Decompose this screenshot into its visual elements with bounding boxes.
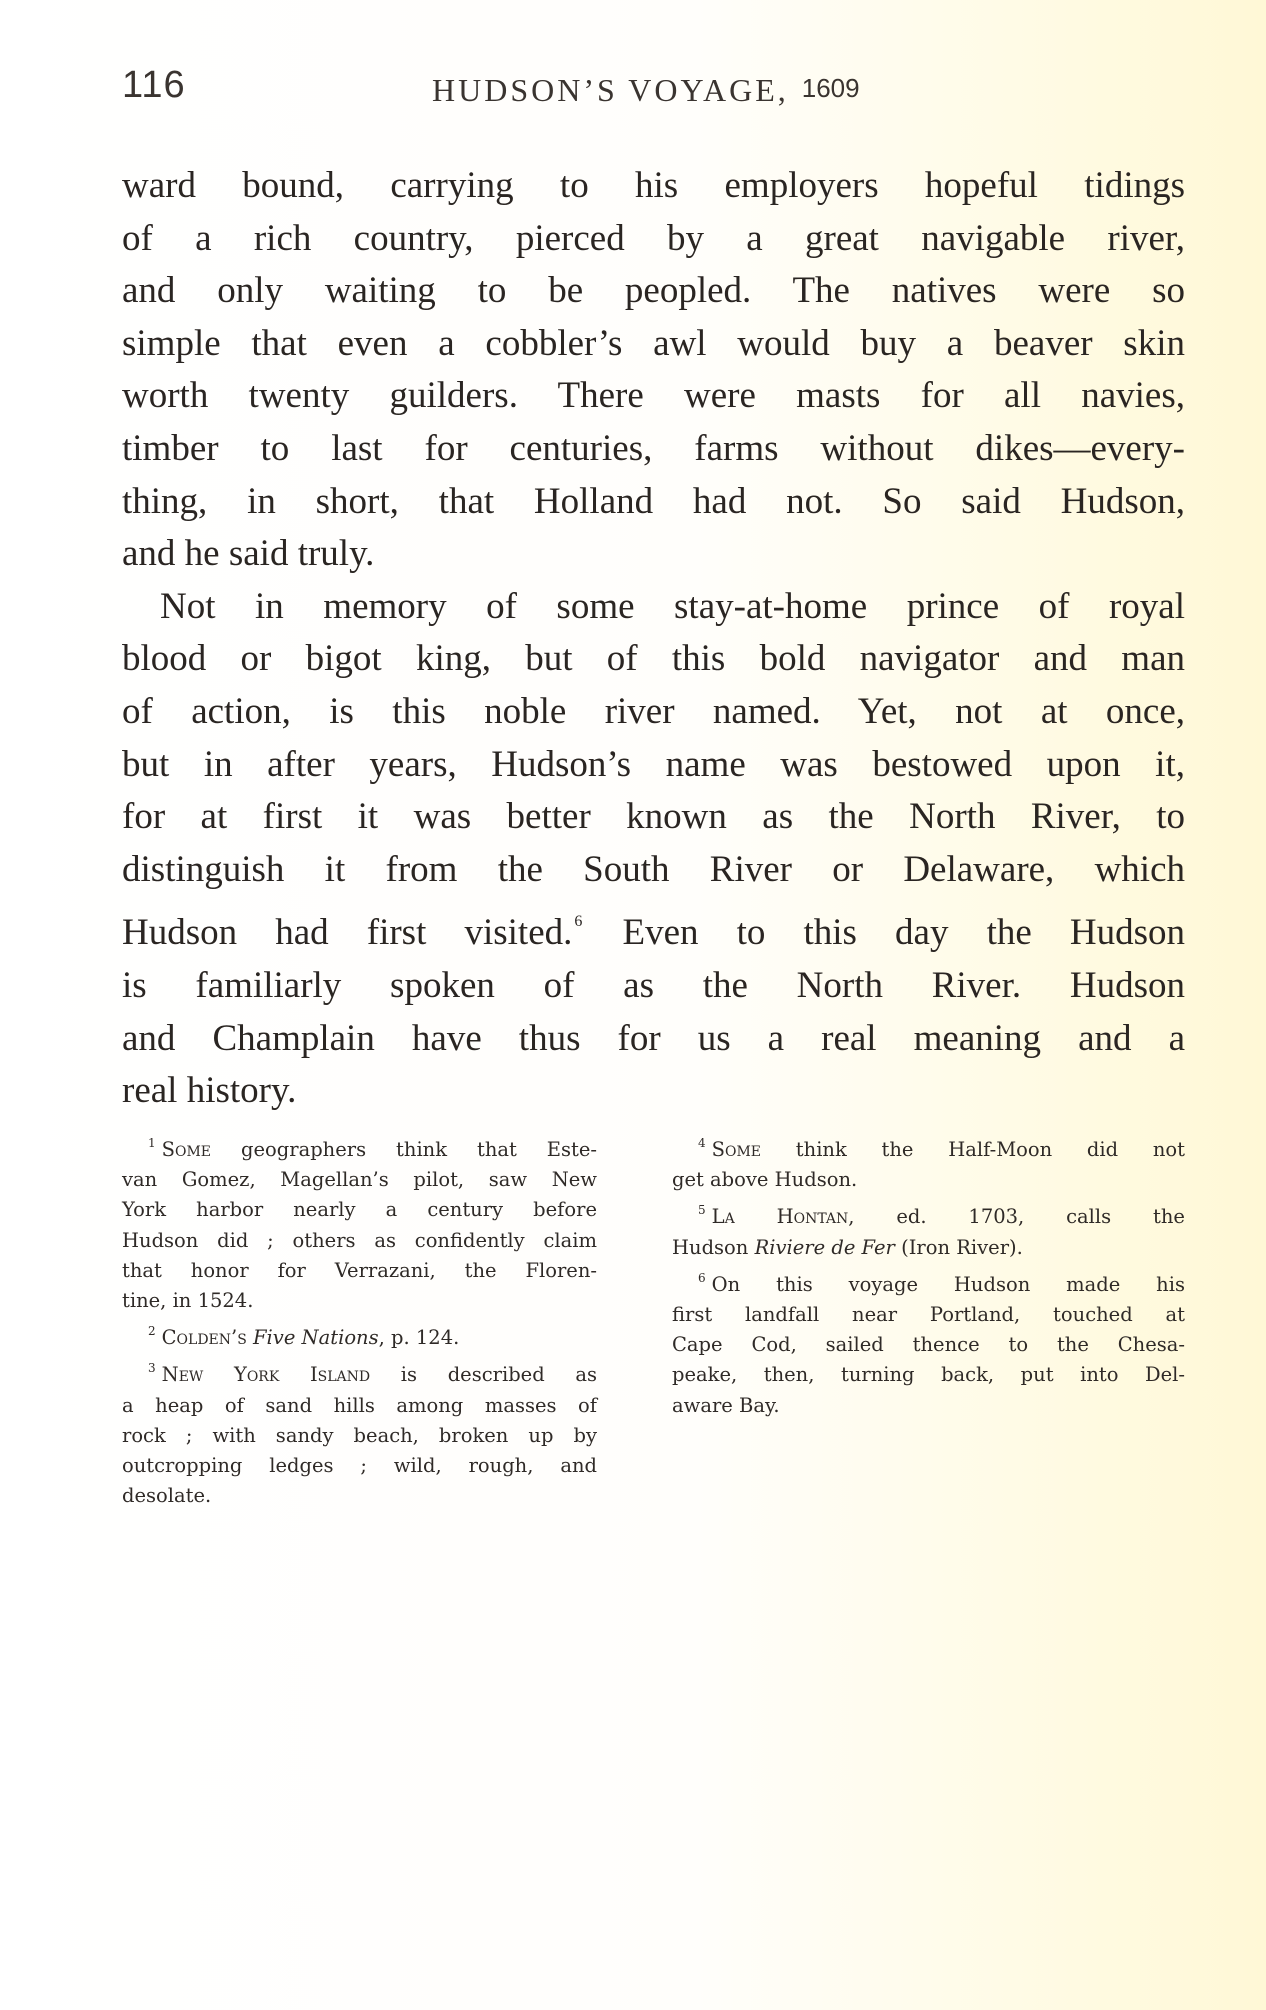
footnote-text: On this voyage Hudson made his xyxy=(711,1272,1185,1296)
footnote-text: , p. 124. xyxy=(378,1326,460,1350)
footnote-mark: 3 xyxy=(148,1361,156,1376)
footnote-text: , ed. 1703, calls the xyxy=(848,1205,1185,1229)
footnote-text: (Iron River). xyxy=(901,1235,1023,1259)
footnote-line: get above Hudson. xyxy=(672,1168,858,1192)
footnote-line xyxy=(672,1128,1185,1165)
footnote-author: La Hontan xyxy=(711,1205,849,1229)
text-line: and only waiting to be peopled. The natives were so xyxy=(122,270,1185,312)
text-line: worth twenty guilders. There were masts for all navies, xyxy=(122,375,1185,417)
footnote-line xyxy=(672,1233,1185,1263)
text-fragment: Hudson had first visited. xyxy=(122,912,573,954)
footnote-lead: Some xyxy=(711,1138,762,1161)
text-line: for at first it was better known as the North River, to xyxy=(122,796,1185,838)
text-line: timber to last for centuries, farms without dikes—every- xyxy=(122,427,1185,469)
running-head-year: 1609 xyxy=(801,73,860,103)
text-fragment: Even to this day the Hudson xyxy=(622,912,1186,954)
footnote-mark: 6 xyxy=(698,1270,706,1285)
footnote-line xyxy=(122,1353,597,1390)
text-line: but in after years, Hudson’s name was bestowed upon it, xyxy=(122,743,1185,785)
footnote-text: is described as xyxy=(400,1363,597,1387)
page-header xyxy=(122,64,1122,124)
footnote-line xyxy=(672,1195,1185,1232)
footnote-5 xyxy=(672,1195,1185,1262)
text-line: and he said truly. xyxy=(122,533,375,575)
footnote-line: tine, in 1524. xyxy=(122,1289,254,1313)
text-line: is familiarly spoken of as the North River. Hudson xyxy=(122,964,1185,1006)
footnote-6 xyxy=(672,1263,1185,1421)
footnote-mark: 1 xyxy=(148,1136,156,1150)
footnote-line: desolate. xyxy=(122,1484,212,1508)
footnote-line: peake, then, turning back, put into Del- xyxy=(672,1363,1185,1387)
footnote-1 xyxy=(122,1128,597,1316)
footnote-4 xyxy=(672,1128,1185,1195)
paragraph-2 xyxy=(122,581,1185,1118)
footnote-3 xyxy=(122,1353,597,1511)
footnote-line: rock ; with sandy beach, broken up by xyxy=(122,1423,597,1447)
text-line: of a rich country, pierced by a great navigable river, xyxy=(122,217,1185,259)
footnotes-right-column xyxy=(672,1128,1185,1421)
text-line: Not in memory of some stay-at-home prince of royal xyxy=(160,585,1185,627)
footnote-line: Hudson did ; others as confidently claim xyxy=(122,1228,597,1252)
text-line: ward bound, carrying to his employers hopeful tidings xyxy=(122,165,1185,206)
text-line: and Champlain have thus for us a real meaning and a xyxy=(122,1017,1185,1059)
text-line: thing, in short, that Holland had not. So said Hudson, xyxy=(122,480,1185,522)
footnote-line: aware Bay. xyxy=(672,1393,780,1417)
text-line: distinguish it from the South River or Delaware, which xyxy=(122,848,1185,890)
footnote-line: that honor for Verrazani, the Floren- xyxy=(122,1258,597,1282)
footnote-mark: 5 xyxy=(698,1203,706,1218)
text-line: blood or bigot king, but of this bold navigator and man xyxy=(122,638,1185,680)
footnote-text: think the Half-Moon did not xyxy=(795,1138,1186,1161)
footnote-mark: 4 xyxy=(698,1136,706,1150)
footnote-reference[interactable]: 6 xyxy=(574,913,583,931)
text-line: real history. xyxy=(122,1070,297,1112)
footnote-line: van Gomez, Magellan’s pilot, saw New xyxy=(122,1168,597,1192)
footnote-text: geographers think that Este- xyxy=(241,1138,597,1161)
footnote-line: a heap of sand hills among masses of xyxy=(122,1393,597,1417)
footnote-line: first landfall near Portland, touched at xyxy=(672,1303,1185,1327)
footnote-line xyxy=(672,1263,1185,1300)
footnotes-left-column xyxy=(122,1128,597,1511)
text-line: simple that even a cobbler’s awl would buy a beaver skin xyxy=(122,322,1185,364)
footnote-lead: New York Island xyxy=(161,1363,371,1387)
text-line xyxy=(122,896,1185,960)
paragraph-1 xyxy=(122,160,1185,581)
footnote-author: Colden’s xyxy=(161,1326,247,1350)
footnote-line xyxy=(122,1128,597,1165)
footnote-text: Hudson xyxy=(672,1235,749,1259)
running-head-title: HUDSON’S VOYAGE, xyxy=(432,72,789,108)
text-line: of action, is this noble river named. Yet, not at once, xyxy=(122,690,1185,732)
running-head xyxy=(432,72,860,109)
footnote-line: York harbor nearly a century before xyxy=(122,1198,597,1222)
footnote-line: Cape Cod, sailed thence to the Chesa- xyxy=(672,1333,1185,1357)
footnote-title: Riviere de Fer xyxy=(754,1235,895,1259)
page-number: 116 xyxy=(122,64,186,106)
footnote-lead: Some xyxy=(161,1138,212,1161)
footnote-title: Five Nations xyxy=(253,1326,379,1350)
footnote-mark: 2 xyxy=(148,1324,156,1339)
footnote-line xyxy=(122,1316,597,1353)
footnote-line: outcropping ledges ; wild, rough, and xyxy=(122,1454,597,1478)
footnote-2 xyxy=(122,1316,597,1353)
body-text xyxy=(122,160,1185,1118)
